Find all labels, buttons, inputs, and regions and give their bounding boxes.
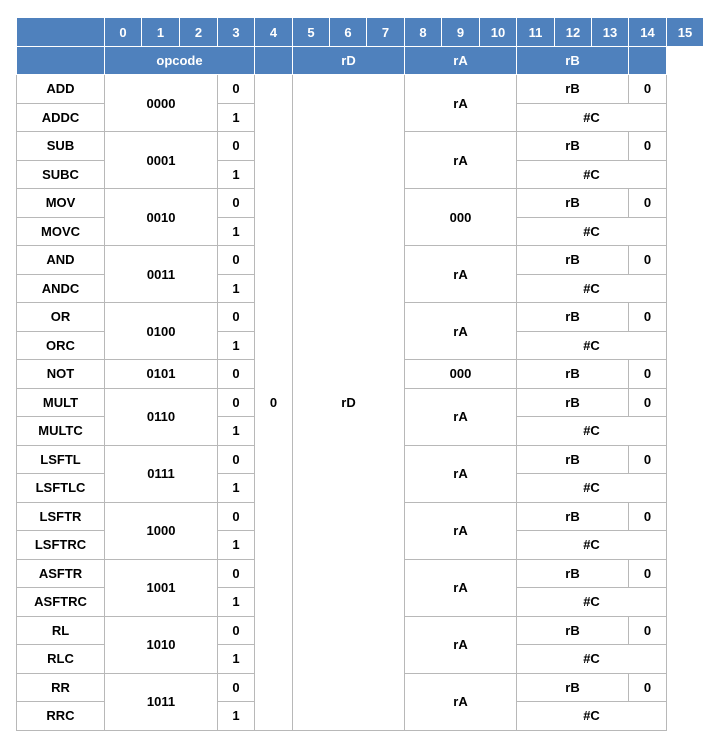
opcode-cell: 0110 bbox=[105, 388, 218, 445]
rb-cell: rB bbox=[517, 388, 629, 417]
immediate-cell: #C bbox=[517, 331, 667, 360]
mnemonic-cell: RRC bbox=[17, 702, 105, 731]
opcode-cell: 0111 bbox=[105, 445, 218, 502]
mnemonic-cell: ORC bbox=[17, 331, 105, 360]
ra-field-header: rA bbox=[405, 47, 517, 75]
mnemonic-cell: SUBC bbox=[17, 160, 105, 189]
bit-header: 1 bbox=[142, 18, 180, 47]
rb-cell: rB bbox=[517, 445, 629, 474]
mnemonic-cell: ADD bbox=[17, 75, 105, 104]
rb-cell: rB bbox=[517, 132, 629, 161]
immediate-cell: #C bbox=[517, 217, 667, 246]
rd-cell: rD bbox=[293, 75, 405, 731]
mnemonic-cell: MOV bbox=[17, 189, 105, 218]
field-header-row bbox=[17, 47, 704, 75]
flag-bit-cell: 1 bbox=[218, 103, 255, 132]
opcode-cell: 1011 bbox=[105, 673, 218, 730]
flag-bit-cell: 1 bbox=[218, 217, 255, 246]
immediate-cell: #C bbox=[517, 417, 667, 446]
opcode-field-header: opcode bbox=[105, 47, 255, 75]
bit-header: 0 bbox=[105, 18, 142, 47]
mnemonic-cell: MULT bbox=[17, 388, 105, 417]
bit15-cell: 0 bbox=[629, 559, 667, 588]
bit-header: 9 bbox=[442, 18, 480, 47]
bit-header: 12 bbox=[555, 18, 592, 47]
mnemonic-cell: OR bbox=[17, 303, 105, 332]
flag-bit-cell: 0 bbox=[218, 445, 255, 474]
flag-bit-cell: 0 bbox=[218, 132, 255, 161]
flag-bit-cell: 1 bbox=[218, 588, 255, 617]
bit-header: 6 bbox=[330, 18, 367, 47]
ra-cell: rA bbox=[405, 616, 517, 673]
bit15-cell: 0 bbox=[629, 616, 667, 645]
opcode-cell: 0100 bbox=[105, 303, 218, 360]
rb-cell: rB bbox=[517, 616, 629, 645]
opcode-cell: 0011 bbox=[105, 246, 218, 303]
mnemonic-cell: RLC bbox=[17, 645, 105, 674]
mnemonic-cell: ADDC bbox=[17, 103, 105, 132]
flag-bit-cell: 0 bbox=[218, 303, 255, 332]
ra-cell: rA bbox=[405, 673, 517, 730]
bit15-cell: 0 bbox=[629, 360, 667, 389]
bit-header: 11 bbox=[517, 18, 555, 47]
flag-bit-cell: 0 bbox=[218, 360, 255, 389]
rb-cell: rB bbox=[517, 189, 629, 218]
mnemonic-cell: ASFTRC bbox=[17, 588, 105, 617]
flag-bit-cell: 1 bbox=[218, 531, 255, 560]
mnemonic-cell: AND bbox=[17, 246, 105, 275]
bit-header: 13 bbox=[592, 18, 629, 47]
flag-bit-cell: 1 bbox=[218, 417, 255, 446]
field-header-corner bbox=[17, 47, 105, 75]
flag-bit-cell: 0 bbox=[218, 75, 255, 104]
bit-header: 8 bbox=[405, 18, 442, 47]
opcode-cell: 1000 bbox=[105, 502, 218, 559]
rb-cell: rB bbox=[517, 559, 629, 588]
bit15-field-header bbox=[629, 47, 667, 75]
immediate-cell: #C bbox=[517, 645, 667, 674]
immediate-cell: #C bbox=[517, 274, 667, 303]
rb-cell: rB bbox=[517, 246, 629, 275]
immediate-cell: #C bbox=[517, 531, 667, 560]
bit15-cell: 0 bbox=[629, 673, 667, 702]
flag-bit-cell: 0 bbox=[218, 502, 255, 531]
mnemonic-cell: RR bbox=[17, 673, 105, 702]
opcode-cell: 0101 bbox=[105, 360, 218, 389]
ra-cell: rA bbox=[405, 246, 517, 303]
mnemonic-cell: LSFTL bbox=[17, 445, 105, 474]
mnemonic-cell: SUB bbox=[17, 132, 105, 161]
flag-bit-cell: 0 bbox=[218, 559, 255, 588]
opcode-cell: 0001 bbox=[105, 132, 218, 189]
bit-header: 10 bbox=[480, 18, 517, 47]
bit15-cell: 0 bbox=[629, 388, 667, 417]
rb-field-header: rB bbox=[517, 47, 629, 75]
immediate-cell: #C bbox=[517, 474, 667, 503]
flag-bit-cell: 1 bbox=[218, 160, 255, 189]
mnemonic-cell: RL bbox=[17, 616, 105, 645]
bit-header: 14 bbox=[629, 18, 667, 47]
opcode-cell: 1001 bbox=[105, 559, 218, 616]
header-corner bbox=[17, 18, 105, 47]
opcode-cell: 0000 bbox=[105, 75, 218, 132]
bit-header: 3 bbox=[218, 18, 255, 47]
instruction-row bbox=[17, 75, 704, 104]
flag-bit-cell: 0 bbox=[218, 673, 255, 702]
bit-header: 15 bbox=[667, 18, 704, 47]
ra-cell: rA bbox=[405, 502, 517, 559]
opcode-cell: 1010 bbox=[105, 616, 218, 673]
flag-bit-cell: 1 bbox=[218, 474, 255, 503]
flag-bit-cell: 1 bbox=[218, 702, 255, 731]
flag-bit-cell: 1 bbox=[218, 645, 255, 674]
ra-cell: 000 bbox=[405, 189, 517, 246]
rb-cell: rB bbox=[517, 303, 629, 332]
ra-cell: 000 bbox=[405, 360, 517, 389]
flag-bit-cell: 0 bbox=[218, 616, 255, 645]
flag-bit-cell: 1 bbox=[218, 331, 255, 360]
ra-cell: rA bbox=[405, 388, 517, 445]
immediate-cell: #C bbox=[517, 702, 667, 731]
immediate-cell: #C bbox=[517, 588, 667, 617]
rd-field-header: rD bbox=[293, 47, 405, 75]
bit5-field-header bbox=[255, 47, 293, 75]
ra-cell: rA bbox=[405, 75, 517, 132]
bit-header: 4 bbox=[255, 18, 293, 47]
immediate-cell: #C bbox=[517, 103, 667, 132]
bit15-cell: 0 bbox=[629, 189, 667, 218]
opcode-cell: 0010 bbox=[105, 189, 218, 246]
flag-bit-cell: 1 bbox=[218, 274, 255, 303]
mnemonic-cell: MULTC bbox=[17, 417, 105, 446]
mnemonic-cell: ASFTR bbox=[17, 559, 105, 588]
flag-bit-cell: 0 bbox=[218, 388, 255, 417]
mnemonic-cell: NOT bbox=[17, 360, 105, 389]
bit-header: 7 bbox=[367, 18, 405, 47]
flag-bit-cell: 0 bbox=[218, 189, 255, 218]
ra-cell: rA bbox=[405, 445, 517, 502]
bit15-cell: 0 bbox=[629, 502, 667, 531]
bit15-cell: 0 bbox=[629, 132, 667, 161]
rb-cell: rB bbox=[517, 360, 629, 389]
rb-cell: rB bbox=[517, 673, 629, 702]
bit15-cell: 0 bbox=[629, 246, 667, 275]
rb-cell: rB bbox=[517, 502, 629, 531]
bit-header: 5 bbox=[293, 18, 330, 47]
bit-number-header-row bbox=[17, 18, 704, 47]
mnemonic-cell: ANDC bbox=[17, 274, 105, 303]
bit-header: 2 bbox=[180, 18, 218, 47]
immediate-cell: #C bbox=[517, 160, 667, 189]
bit15-cell: 0 bbox=[629, 75, 667, 104]
flag-bit-cell: 0 bbox=[218, 246, 255, 275]
instruction-encoding-table bbox=[16, 17, 704, 731]
mnemonic-cell: LSFTLC bbox=[17, 474, 105, 503]
ra-cell: rA bbox=[405, 559, 517, 616]
mnemonic-cell: LSFTRC bbox=[17, 531, 105, 560]
ra-cell: rA bbox=[405, 303, 517, 360]
bit15-cell: 0 bbox=[629, 445, 667, 474]
mnemonic-cell: LSFTR bbox=[17, 502, 105, 531]
mnemonic-cell: MOVC bbox=[17, 217, 105, 246]
bit5-cell: 0 bbox=[255, 75, 293, 731]
ra-cell: rA bbox=[405, 132, 517, 189]
rb-cell: rB bbox=[517, 75, 629, 104]
bit15-cell: 0 bbox=[629, 303, 667, 332]
